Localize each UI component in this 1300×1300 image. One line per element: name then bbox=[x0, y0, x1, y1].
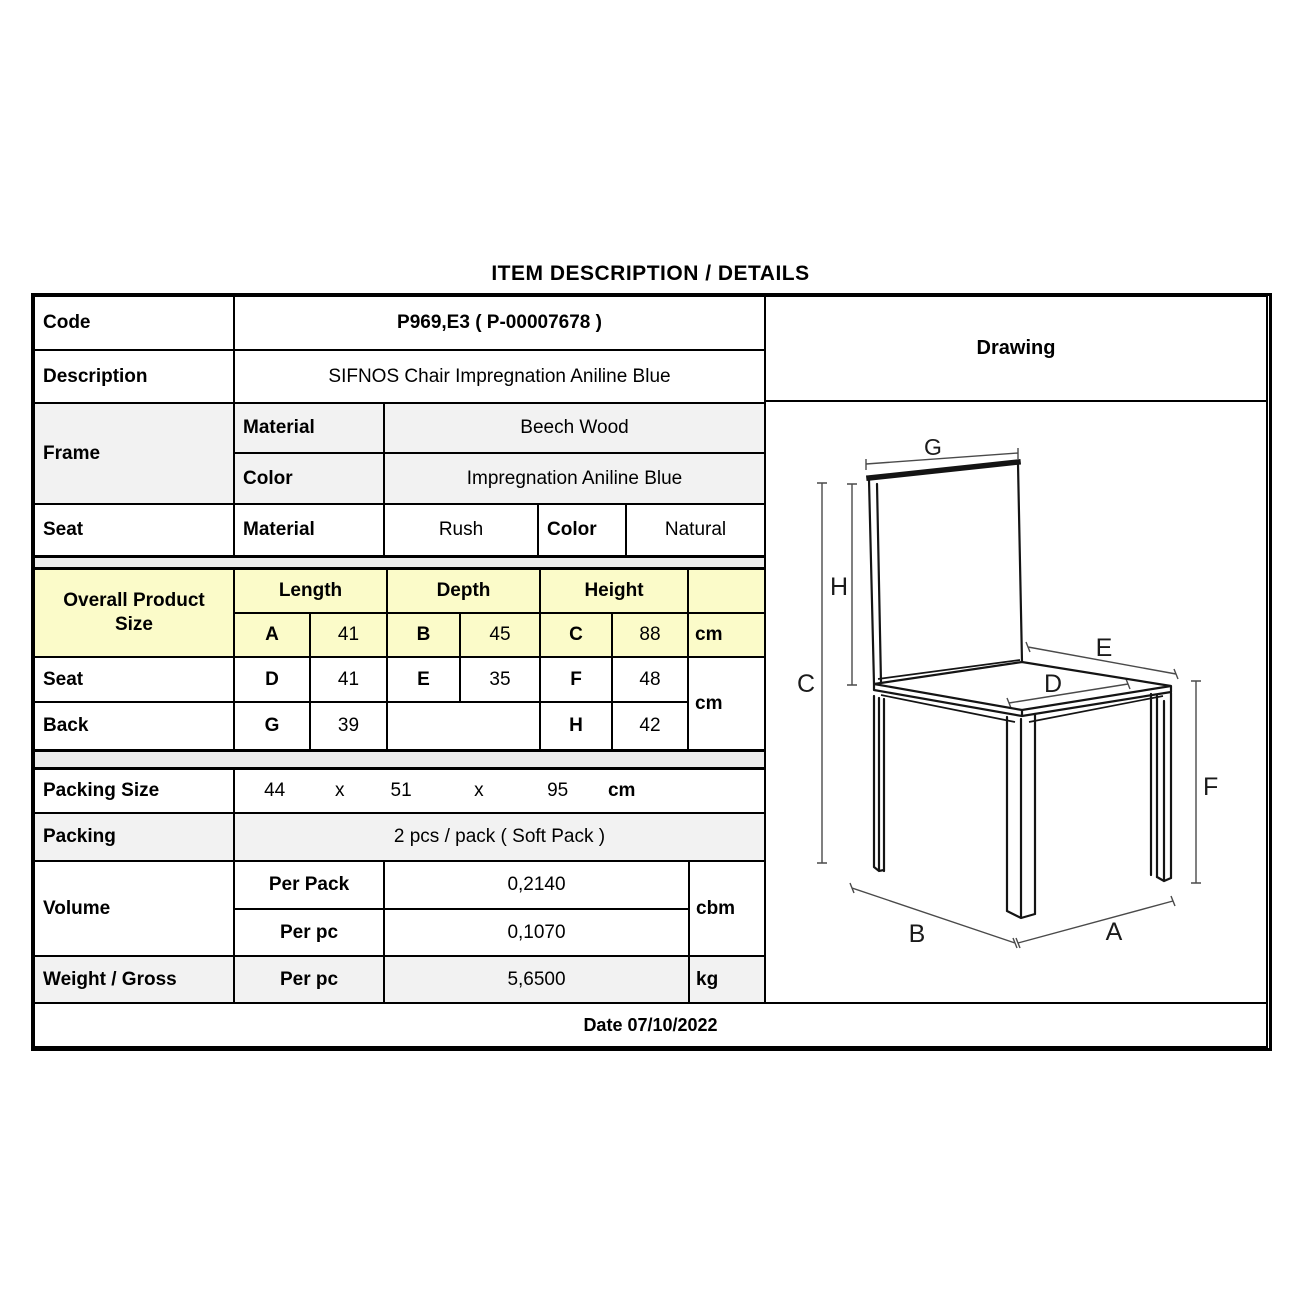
dim-c-value: 88 bbox=[611, 612, 689, 658]
weight-per-pc-label: Per pc bbox=[233, 955, 385, 1004]
volume-per-pack-value: 0,2140 bbox=[383, 860, 690, 910]
dim-e-key: E bbox=[386, 656, 461, 703]
volume-per-pack-label: Per Pack bbox=[233, 860, 385, 910]
volume-unit: cbm bbox=[688, 860, 766, 957]
seat-material-label: Material bbox=[233, 503, 385, 557]
frame-label: Frame bbox=[33, 402, 235, 505]
dim-label-h: H bbox=[829, 573, 849, 601]
dim-label-g: G bbox=[924, 434, 942, 460]
packing-size-x2: x bbox=[474, 780, 484, 801]
dim-a-key: A bbox=[233, 612, 311, 658]
packing-size-label: Packing Size bbox=[33, 768, 235, 814]
size-col-depth: Depth bbox=[386, 568, 541, 614]
dim-label-e: E bbox=[1095, 634, 1113, 662]
dim-a-value: 41 bbox=[309, 612, 388, 658]
drawing-header: Drawing bbox=[764, 295, 1268, 402]
size-col-length: Length bbox=[233, 568, 388, 614]
weight-unit: kg bbox=[688, 955, 766, 1004]
seat-material-value: Rush bbox=[383, 503, 539, 557]
dim-h-value: 42 bbox=[611, 701, 689, 751]
size-back-label: Back bbox=[33, 701, 235, 751]
page-title: ITEM DESCRIPTION / DETAILS bbox=[491, 262, 810, 285]
dim-label-c: C bbox=[796, 670, 816, 698]
dim-label-b: B bbox=[908, 920, 926, 948]
volume-label: Volume bbox=[33, 860, 235, 957]
volume-per-pc-value: 0,1070 bbox=[383, 908, 690, 957]
dim-f-value: 48 bbox=[611, 656, 689, 703]
packing-value: 2 pcs / pack ( Soft Pack ) bbox=[233, 812, 766, 862]
code-label: Code bbox=[33, 295, 235, 351]
chair-figure bbox=[869, 462, 1171, 918]
packing-label: Packing bbox=[33, 812, 235, 862]
weight-label: Weight / Gross bbox=[33, 955, 235, 1004]
volume-per-pc-label: Per pc bbox=[233, 908, 385, 957]
frame-color-label: Color bbox=[233, 452, 385, 505]
dim-d-key: D bbox=[233, 656, 311, 703]
dim-b-key: B bbox=[386, 612, 461, 658]
dim-c-key: C bbox=[539, 612, 613, 658]
frame-color-value: Impregnation Aniline Blue bbox=[383, 452, 766, 505]
description-label: Description bbox=[33, 349, 235, 404]
packing-size-x1: x bbox=[334, 780, 345, 801]
packing-size-unit: cm bbox=[607, 780, 636, 801]
dim-label-f: F bbox=[1203, 773, 1219, 801]
dim-label-a: A bbox=[1105, 918, 1123, 946]
dim-b-value: 45 bbox=[459, 612, 541, 658]
size-unit-spacer bbox=[687, 568, 766, 614]
description-value: SIFNOS Chair Impregnation Aniline Blue bbox=[233, 349, 766, 404]
drawing-cell bbox=[764, 400, 1268, 1004]
frame-material-value: Beech Wood bbox=[383, 402, 766, 454]
chair-drawing-svg bbox=[764, 400, 1268, 1004]
back-depth-empty bbox=[386, 701, 541, 751]
seat-label: Seat bbox=[33, 503, 235, 557]
packing-size-depth: 51 bbox=[390, 780, 412, 801]
packing-size-height: 95 bbox=[547, 780, 569, 801]
packing-size-width: 44 bbox=[264, 780, 286, 801]
size-col-height: Height bbox=[539, 568, 689, 614]
section-separator bbox=[33, 749, 766, 770]
size-unit-seat-back: cm bbox=[687, 656, 766, 751]
weight-value: 5,6500 bbox=[383, 955, 690, 1004]
packing-size-value bbox=[233, 768, 766, 814]
seat-color-value: Natural bbox=[625, 503, 766, 557]
code-value: P969,E3 ( P-00007678 ) bbox=[233, 295, 766, 351]
dim-d-value: 41 bbox=[309, 656, 388, 703]
size-seat-label: Seat bbox=[33, 656, 235, 703]
size-unit-overall: cm bbox=[687, 612, 766, 658]
seat-color-label: Color bbox=[537, 503, 627, 557]
dim-g-value: 39 bbox=[309, 701, 388, 751]
frame-material-label: Material bbox=[233, 402, 385, 454]
dim-g-key: G bbox=[233, 701, 311, 751]
dim-h-key: H bbox=[539, 701, 613, 751]
dim-f-key: F bbox=[539, 656, 613, 703]
size-section-label: Overall Product Size bbox=[33, 568, 235, 658]
dim-e-value: 35 bbox=[459, 656, 541, 703]
dim-label-d: D bbox=[1043, 670, 1063, 698]
date-row: Date 07/10/2022 bbox=[33, 1002, 1268, 1048]
